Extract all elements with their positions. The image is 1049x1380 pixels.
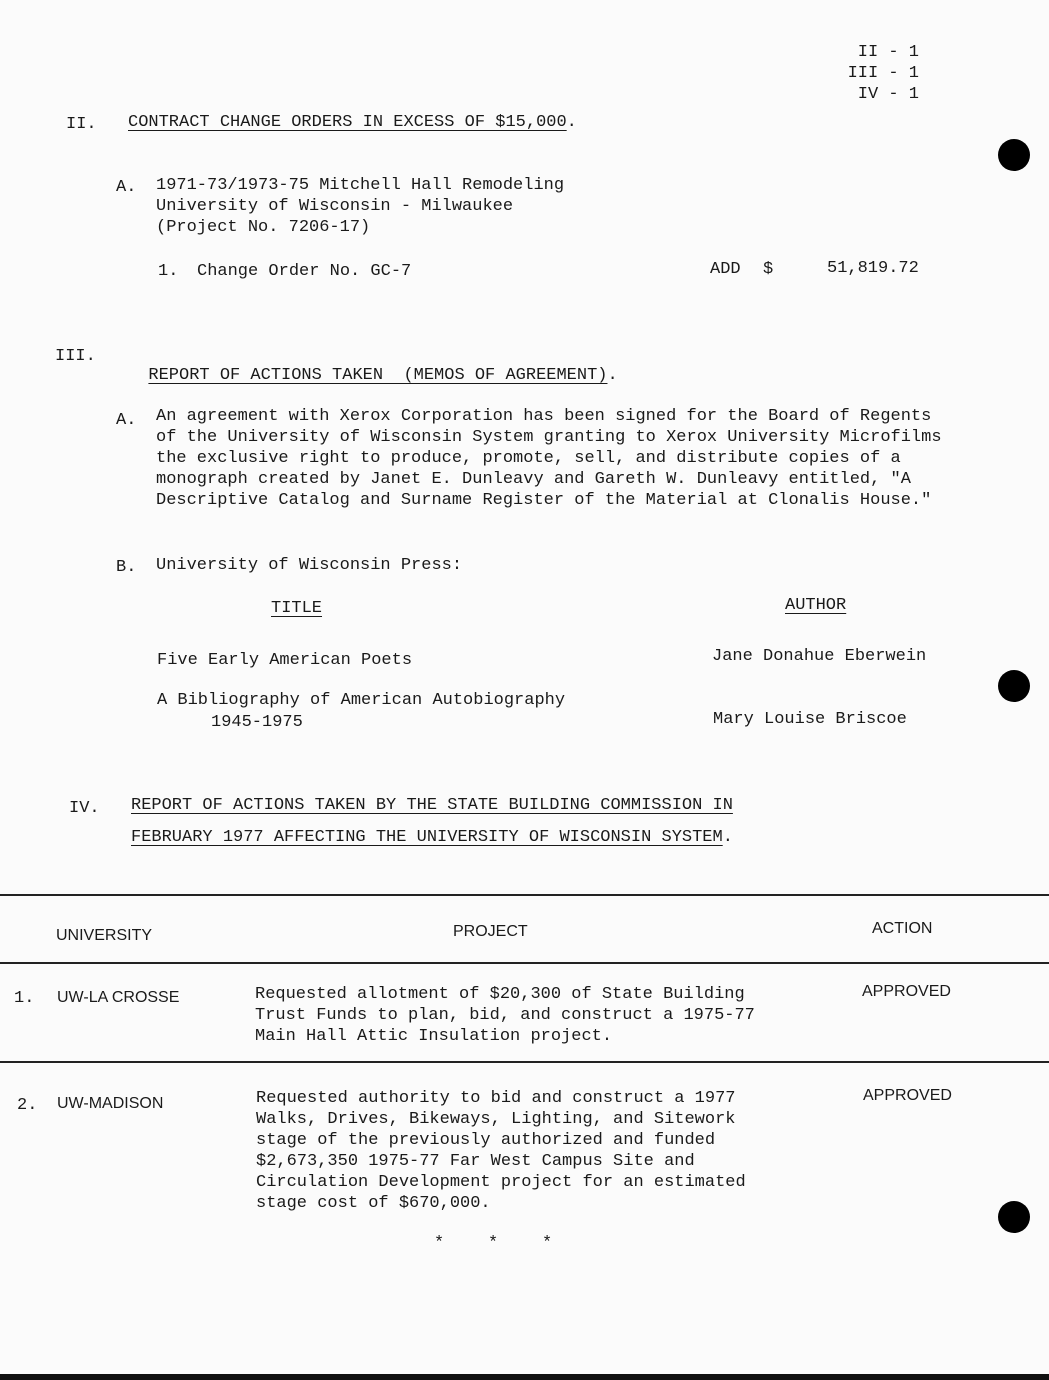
author-column-header: AUTHOR	[785, 596, 847, 615]
project-line: Requested authority to bid and construct a 1977	[256, 1089, 736, 1108]
project-line: $2,673,350 1975-77 Far West Campus Site and	[256, 1152, 695, 1171]
table-row-number: 1.	[14, 989, 35, 1008]
section-ii-number: II.	[66, 115, 97, 134]
project-column-header: PROJECT	[453, 923, 528, 940]
page-ref-line: IV - 1	[857, 85, 919, 104]
table-row-number: 2.	[17, 1096, 38, 1115]
section-ii-heading-text: CONTRACT CHANGE ORDERS IN EXCESS OF $15,000	[128, 113, 567, 132]
change-order-amount: 51,819.72	[827, 259, 919, 278]
section-ii-heading-period: .	[566, 113, 577, 132]
project-line: University of Wisconsin - Milwaukee	[156, 197, 514, 216]
punch-hole-bottom	[998, 1201, 1030, 1233]
table-row-action: APPROVED	[862, 983, 951, 1000]
project-line: Trust Funds to plan, bid, and construct a 1975-77	[255, 1006, 755, 1025]
book-title-year: 1945-1975	[211, 713, 303, 732]
project-line: stage cost of $670,000.	[256, 1194, 491, 1213]
project-line: 1971-73/1973-75 Mitchell Hall Remodeling	[156, 176, 565, 195]
section-iii-heading	[128, 344, 618, 386]
project-line: Main Hall Attic Insulation project.	[255, 1027, 613, 1046]
table-row-university: UW-MADISON	[57, 1095, 164, 1112]
asterisk: *	[488, 1234, 499, 1253]
asterisk: *	[542, 1234, 553, 1253]
book-author: Mary Louise Briscoe	[713, 710, 907, 729]
book-title: A Bibliography of American Autobiography	[157, 691, 566, 710]
section-ii-heading	[128, 112, 577, 133]
project-line: stage of the previously authorized and funded	[256, 1131, 716, 1150]
section-iii-heading-period: .	[607, 366, 618, 385]
paragraph-line: of the University of Wisconsin System granting to Xerox University Microfilms	[156, 428, 942, 447]
project-line: Requested allotment of $20,300 of State Building	[255, 985, 745, 1004]
section-iii-number: III.	[55, 347, 96, 366]
table-row-project	[256, 1088, 746, 1214]
university-column-header: UNIVERSITY	[56, 927, 153, 944]
change-order-label: Change Order No. GC-7	[197, 262, 412, 281]
paragraph-line: the exclusive right to produce, promote, sell, and distribute copies of a	[156, 449, 901, 468]
page-ref-line: II - 1	[857, 43, 919, 62]
project-line: Walks, Drives, Bikeways, Lighting, and Sitework	[256, 1110, 736, 1129]
change-order-number: 1.	[158, 262, 179, 281]
table-row-rule	[0, 1061, 1049, 1063]
change-order-currency: $	[763, 260, 774, 279]
table-row-project	[255, 984, 755, 1047]
table-row-university: UW-LA CROSSE	[57, 989, 180, 1006]
table-top-rule	[0, 894, 1049, 896]
project-line: Circulation Development project for an estimated	[256, 1173, 746, 1192]
item-a-letter: A.	[116, 178, 137, 197]
xerox-agreement-paragraph	[156, 406, 942, 511]
mitchell-hall-project	[156, 175, 564, 238]
press-label: University of Wisconsin Press:	[156, 556, 463, 575]
paragraph-line: Descriptive Catalog and Surname Register of the Material at Clonalis House."	[156, 491, 932, 510]
table-header-rule	[0, 962, 1049, 964]
book-author: Jane Donahue Eberwein	[712, 647, 927, 666]
section-iii-b-letter: B.	[116, 558, 137, 577]
project-line: (Project No. 7206-17)	[156, 218, 371, 237]
punch-hole-top	[998, 139, 1030, 171]
action-column-header: ACTION	[872, 920, 933, 937]
section-iv-heading-line2	[131, 827, 733, 848]
table-row-action: APPROVED	[863, 1087, 952, 1104]
page-bottom-rule	[0, 1374, 1049, 1380]
punch-hole-middle	[998, 670, 1030, 702]
section-iv-heading-line1: REPORT OF ACTIONS TAKEN BY THE STATE BUILDING COMMISSION IN	[131, 796, 733, 815]
book-title: Five Early American Poets	[157, 651, 413, 670]
section-iv-heading-period: .	[722, 828, 733, 847]
change-order-add: ADD	[710, 260, 741, 279]
section-iii-a-letter: A.	[116, 411, 137, 430]
section-iii-heading-text: REPORT OF ACTIONS TAKEN (MEMOS OF AGREEMENT)	[148, 366, 608, 385]
end-of-section-mark	[434, 1233, 596, 1254]
section-iv-heading-line2-text: FEBRUARY 1977 AFFECTING THE UNIVERSITY OF WISCONSIN SYSTEM	[131, 828, 723, 847]
page-reference	[845, 42, 919, 105]
paragraph-line: monograph created by Janet E. Dunleavy and Gareth W. Dunleavy entitled, "A	[156, 470, 911, 489]
title-column-header: TITLE	[271, 599, 323, 618]
page-ref-line: III - 1	[847, 64, 919, 83]
paragraph-line: An agreement with Xerox Corporation has been signed for the Board of Regents	[156, 407, 932, 426]
asterisk: *	[434, 1234, 445, 1253]
section-iv-number: IV.	[69, 799, 100, 818]
